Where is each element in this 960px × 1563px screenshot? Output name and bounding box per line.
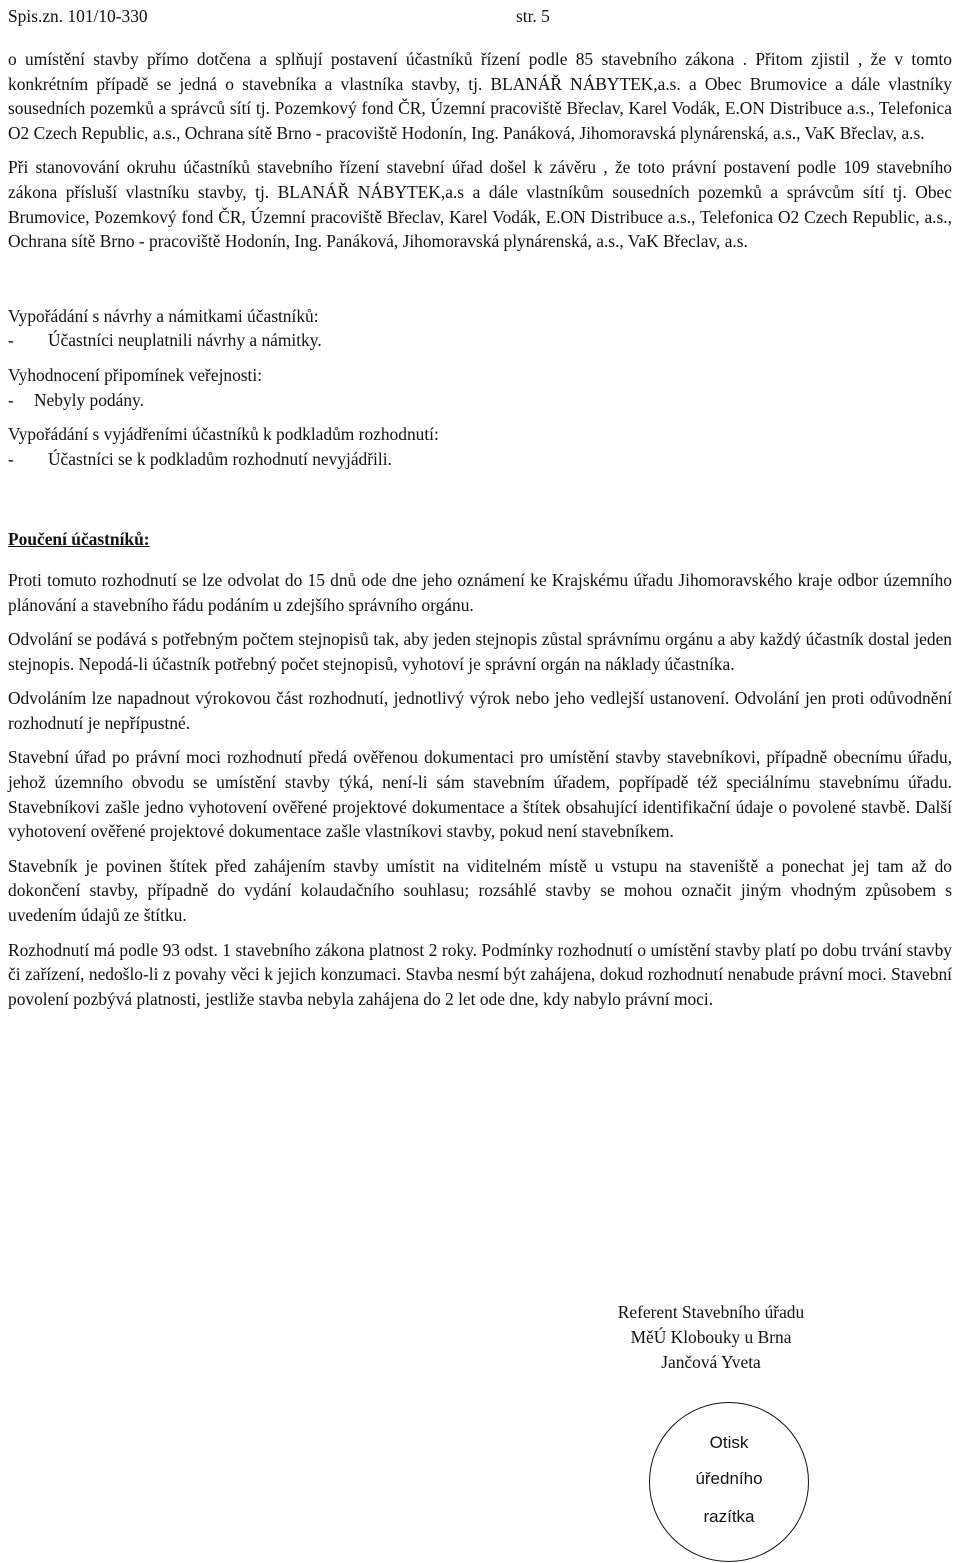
- signature-block: [588, 1300, 834, 1375]
- stamp-line-1: Otisk: [709, 1433, 749, 1452]
- proposals-heading: Vypořádání s návrhy a námitkami účastníků:: [8, 305, 319, 326]
- signature-role: Referent Stavebního úřadu: [617, 1302, 805, 1322]
- stamp-line-3: razítka: [703, 1507, 755, 1526]
- intro-paragraph-1: o umístění stavby přímo dotčena a splňují postavení účastníků řízení podle 85 stavebního zákona . Přitom zjistil , že v tomto konkrétním případě se jedná o stavebníka a vlastníka stavby, tj. BLANÁŘ NÁBYTEK,a.s. a Obec Brumovice a dále vlastníky sousedních pozemků a správců sítí tj. Pozemkový fond ČR, Územní pracoviště Břeclav, Karel Vodák, E.ON Distribuce a.s., Telefonica O2 Czech Republic, a.s., Ochrana sítě Brno - pracoviště Hodonín, Ing. Panáková, Jihomoravská plynárenská, a.s., VaK Břeclav, a.s.: [8, 49, 952, 143]
- file-reference: Spis.zn. 101/10-330: [8, 6, 148, 26]
- document-body: [8, 47, 952, 1011]
- stamp-line-2: úředního: [695, 1469, 763, 1488]
- instruction-paragraph-4: Stavební úřad po právní moci rozhodnutí předá ověřenou dokumentaci pro umístění stavby stavebníkovi, případně obecnímu úřadu, jehož územního obvodu se umístění stavby týká, není-li sám stavebním úřadem, popřípadě též speciálnímu stavebnímu úřadu. Stavebníkovi zašle jedno vyhotovení ověřené projektové dokumentace a štítek obsahující identifikační údaje o povolené stavbě. Další vyhotovení ověřené projektové dokumentace zašle vlastníkovi stavby, pokud není stavebníkem.: [8, 747, 952, 842]
- public-comments-item-text: Nebyly podány.: [34, 389, 144, 410]
- page-number: str. 5: [516, 6, 550, 26]
- instruction-paragraph-5: Stavebník je povinen štítek před zahájením stavby umístit na viditelném místě u vstupu na staveniště a ponechat jej tam až do dokončení stavby, případně do vydání kolaudačního souhlasu; rozsáhlé stavby se mohou označit jiným vhodným způsobem s uvedením údajů ze štítku.: [8, 855, 952, 926]
- proposals-item: [8, 328, 952, 353]
- statements-heading: Vypořádání s vyjádřeními účastníků k podkladům rozhodnutí:: [8, 424, 439, 445]
- instruction-paragraph-2: Odvolání se podává s potřebným počtem stejnopisů tak, aby jeden stejnopis zůstal správnímu orgánu a aby každý účastník dostal jeden stejnopis. Nepodá-li účastník potřebný počet stejnopisů, vyhotoví je správní orgán na náklady účastníka.: [8, 629, 952, 674]
- instruction-paragraph-6: Rozhodnutí má podle 93 odst. 1 stavebního zákona platnost 2 roky. Podmínky rozhodnutí o umístění stavby platí po dobu trvání stavby či zařízení, nedošlo-li z povahy věci k jejich konzumaci. Stavba nesmí být zahájena, dokud rozhodnutí nenabude právní moci. Stavební povolení pozbývá platnosti, jestliže stavba nebyla zahájena do 2 let ode dne, kdy nabylo právní moci.: [8, 939, 952, 1009]
- proposals-item-text: Účastníci neuplatnili návrhy a námitky.: [48, 330, 322, 351]
- instruction-paragraph-3: Odvoláním lze napadnout výrokovou část rozhodnutí, jednotlivý výrok nebo jeho vedlejší ustanovení. Odvolání jen proti odůvodnění rozhodnutí je nepřípustné.: [8, 688, 952, 733]
- intro-paragraph-2: Při stanovování okruhu účastníků stavebního řízení stavební úřad došel k závěru , že toto právní postavení podle 109 stavebního zákona přísluší vlastníku stavby, tj. BLANÁŘ NÁBYTEK,a.s a dále vlastníkům sousedních pozemků a správcům sítí tj. Obec Brumovice, Pozemkový fond ČR, Územní pracoviště Břeclav, Karel Vodák, E.ON Distribuce a.s., Telefonica O2 Czech Republic, a.s., Ochrana sítě Brno - pracoviště Hodonín, Ing. Panáková, Jihomoravská plynárenská, a.s., VaK Břeclav, a.s.: [8, 157, 952, 252]
- public-comments-item: [8, 388, 952, 413]
- page-header: [8, 6, 952, 32]
- dash-marker: -: [8, 330, 14, 351]
- dash-marker: -: [8, 448, 14, 469]
- instruction-paragraph-1: Proti tomuto rozhodnutí se lze odvolat do 15 dnů ode dne jeho oznámení ke Krajskému úřadu Jihomoravského kraje odbor územního plánování a stavebního řádu podáním u zdejšího správního orgánu.: [8, 569, 952, 615]
- dash-marker: -: [8, 389, 14, 410]
- statements-item-text: Účastníci se k podkladům rozhodnutí nevyjádřili.: [48, 448, 392, 469]
- signature-office: MěÚ Klobouky u Brna: [630, 1327, 792, 1347]
- signature-name: Jančová Yveta: [661, 1352, 761, 1372]
- statements-item: [8, 447, 952, 472]
- public-comments-heading: Vyhodnocení připomínek veřejnosti:: [8, 364, 263, 385]
- official-stamp-placeholder: [649, 1402, 809, 1562]
- instruction-heading: Poučení účastníků:: [8, 529, 150, 550]
